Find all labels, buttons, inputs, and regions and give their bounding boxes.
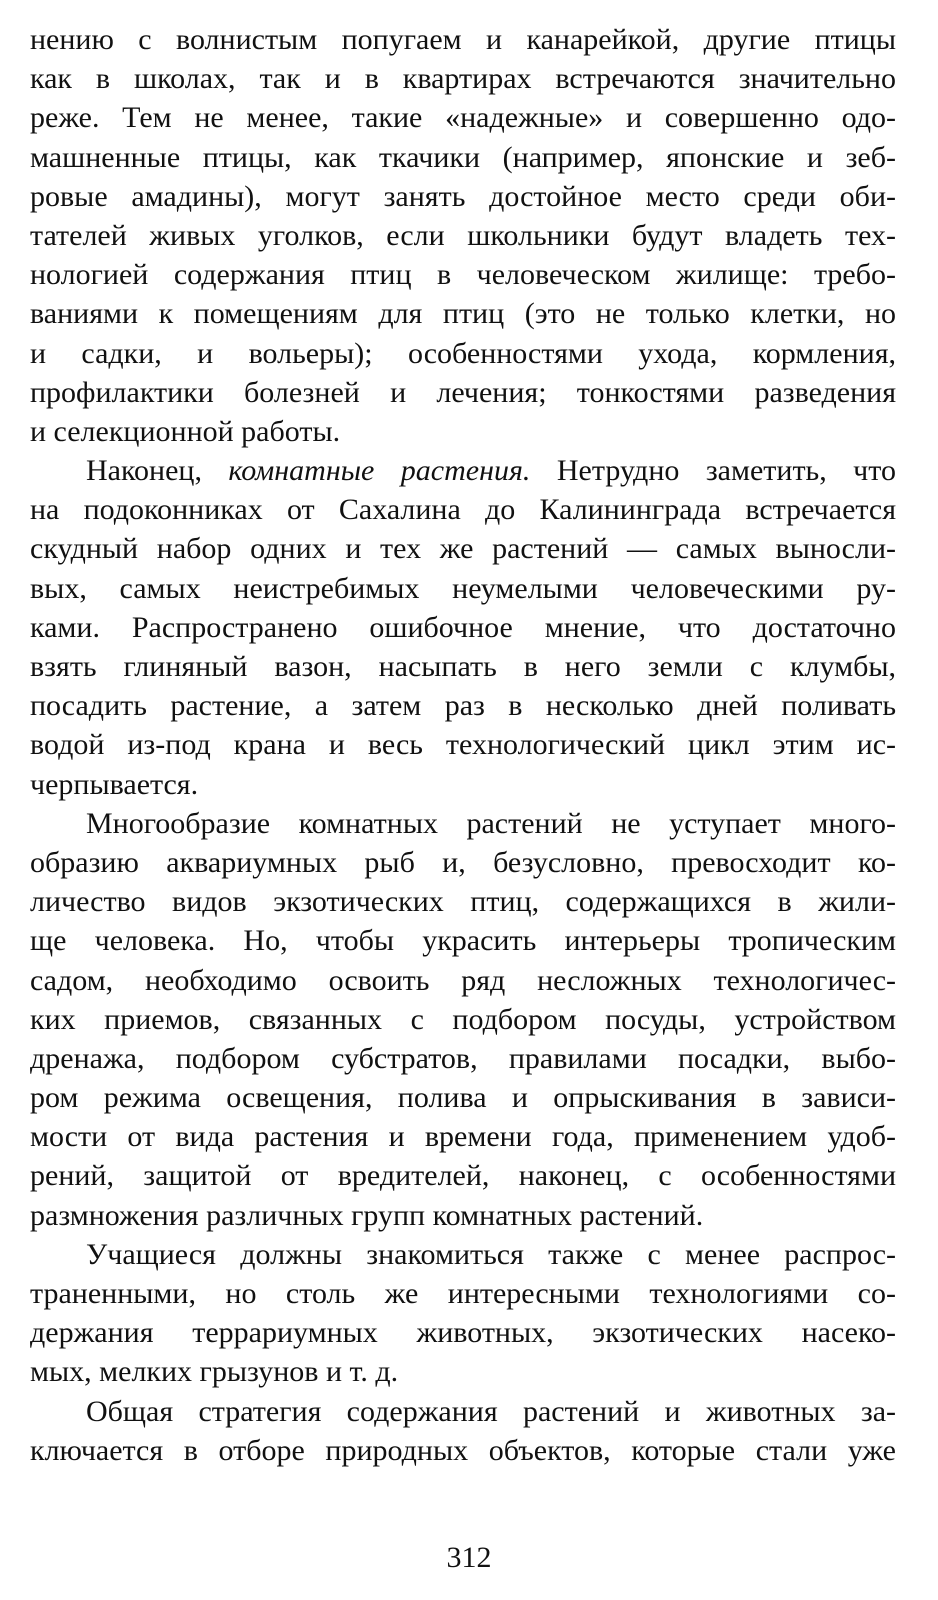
text-line: как в школах, так и в квартирах встречаются значительно — [30, 62, 896, 96]
paragraph-end-line: и селекционной работы. — [30, 414, 341, 448]
text-line: на подоконниках от Сахалина до Калининграда встречается — [30, 493, 896, 527]
text-line: посадить растение, а затем раз в несколько дней поливать — [30, 689, 896, 723]
text-line: садом, необходимо освоить ряд несложных технологичес- — [30, 963, 896, 997]
paragraph-end-line: размножения различных групп комнатных растений. — [30, 1198, 704, 1232]
text-line: ких приемов, связанных с подбором посуды, устройством — [30, 1002, 896, 1036]
text-line: рений, защитой от вредителей, наконец, с особенностями — [30, 1159, 896, 1193]
line-rest-text: Нетрудно заметить, что — [530, 454, 896, 488]
text-line: профилактики болезней и лечения; тонкостями разведения — [30, 375, 896, 409]
text-line: дренажа, подбором субстратов, правилами посадки, выбо- — [30, 1041, 896, 1075]
text-line: вых, самых неистребимых неумелыми человеческими ру- — [30, 571, 896, 605]
text-line: и садки, и вольеры); особенностями ухода, кормления, — [30, 336, 896, 370]
text-line: траненными, но столь же интересными технологиями со- — [30, 1277, 896, 1310]
text-line: ключается в отборе природных объектов, которые стали уже — [30, 1433, 896, 1467]
paragraph-start-line: Общая стратегия содержания растений и животных за- — [86, 1394, 896, 1428]
text-line: взять глиняный вазон, насыпать в него земли с клумбы, — [30, 650, 896, 683]
paragraph-start-line: Учащиеся должны знакомиться также с менее распрос- — [86, 1237, 896, 1271]
text-line: личество видов экзотических птиц, содержащихся в жили- — [30, 885, 896, 919]
text-line: ваниями к помещениям для птиц (это не только клетки, но — [30, 297, 896, 331]
paragraph-end-line: мых, мелких грызунов и т. д. — [30, 1355, 399, 1389]
paragraph-end-line: черпывается. — [30, 767, 199, 801]
text-line: ровые амадины), могут занять достойное место среди оби- — [30, 179, 896, 213]
paragraph-start-line — [30, 451, 896, 490]
text-line: водой из-под крана и весь технологический цикл этим ис- — [30, 728, 896, 762]
text-line: нологией содержания птиц в человеческом жилище: требо- — [30, 258, 896, 292]
text-line: ками. Распространено ошибочное мнение, что достаточно — [30, 610, 896, 644]
text-line: мости от вида растения и времени года, применением удоб- — [30, 1120, 896, 1154]
line-lead-text: Наконец, — [86, 454, 229, 488]
italic-term: комнатные растения. — [228, 454, 531, 488]
text-line: держания террариумных животных, экзотических насеко- — [30, 1316, 896, 1350]
text-line: нению с волнистым попугаем и канарейкой, другие птицы — [30, 23, 896, 56]
text-line: скудный набор одних и тех же растений — самых выносли- — [30, 532, 896, 566]
body-text — [30, 20, 896, 1470]
text-line: образию аквариумных рыб и, безусловно, превосходит ко- — [30, 845, 896, 879]
text-line: реже. Тем не менее, такие «надежные» и совершенно одо- — [30, 101, 896, 135]
text-line: машненные птицы, как ткачики (например, японские и зеб- — [30, 140, 896, 174]
text-line: ще человека. Но, чтобы украсить интерьеры тропическим — [30, 924, 896, 958]
paragraph-start-line: Многообразие комнатных растений не уступает много- — [86, 806, 896, 840]
page-number: 312 — [446, 1541, 492, 1574]
text-line: тателей живых уголков, если школьники будут владеть тех- — [30, 218, 896, 252]
text-line: ром режима освещения, полива и опрыскивания в зависи- — [30, 1081, 896, 1115]
